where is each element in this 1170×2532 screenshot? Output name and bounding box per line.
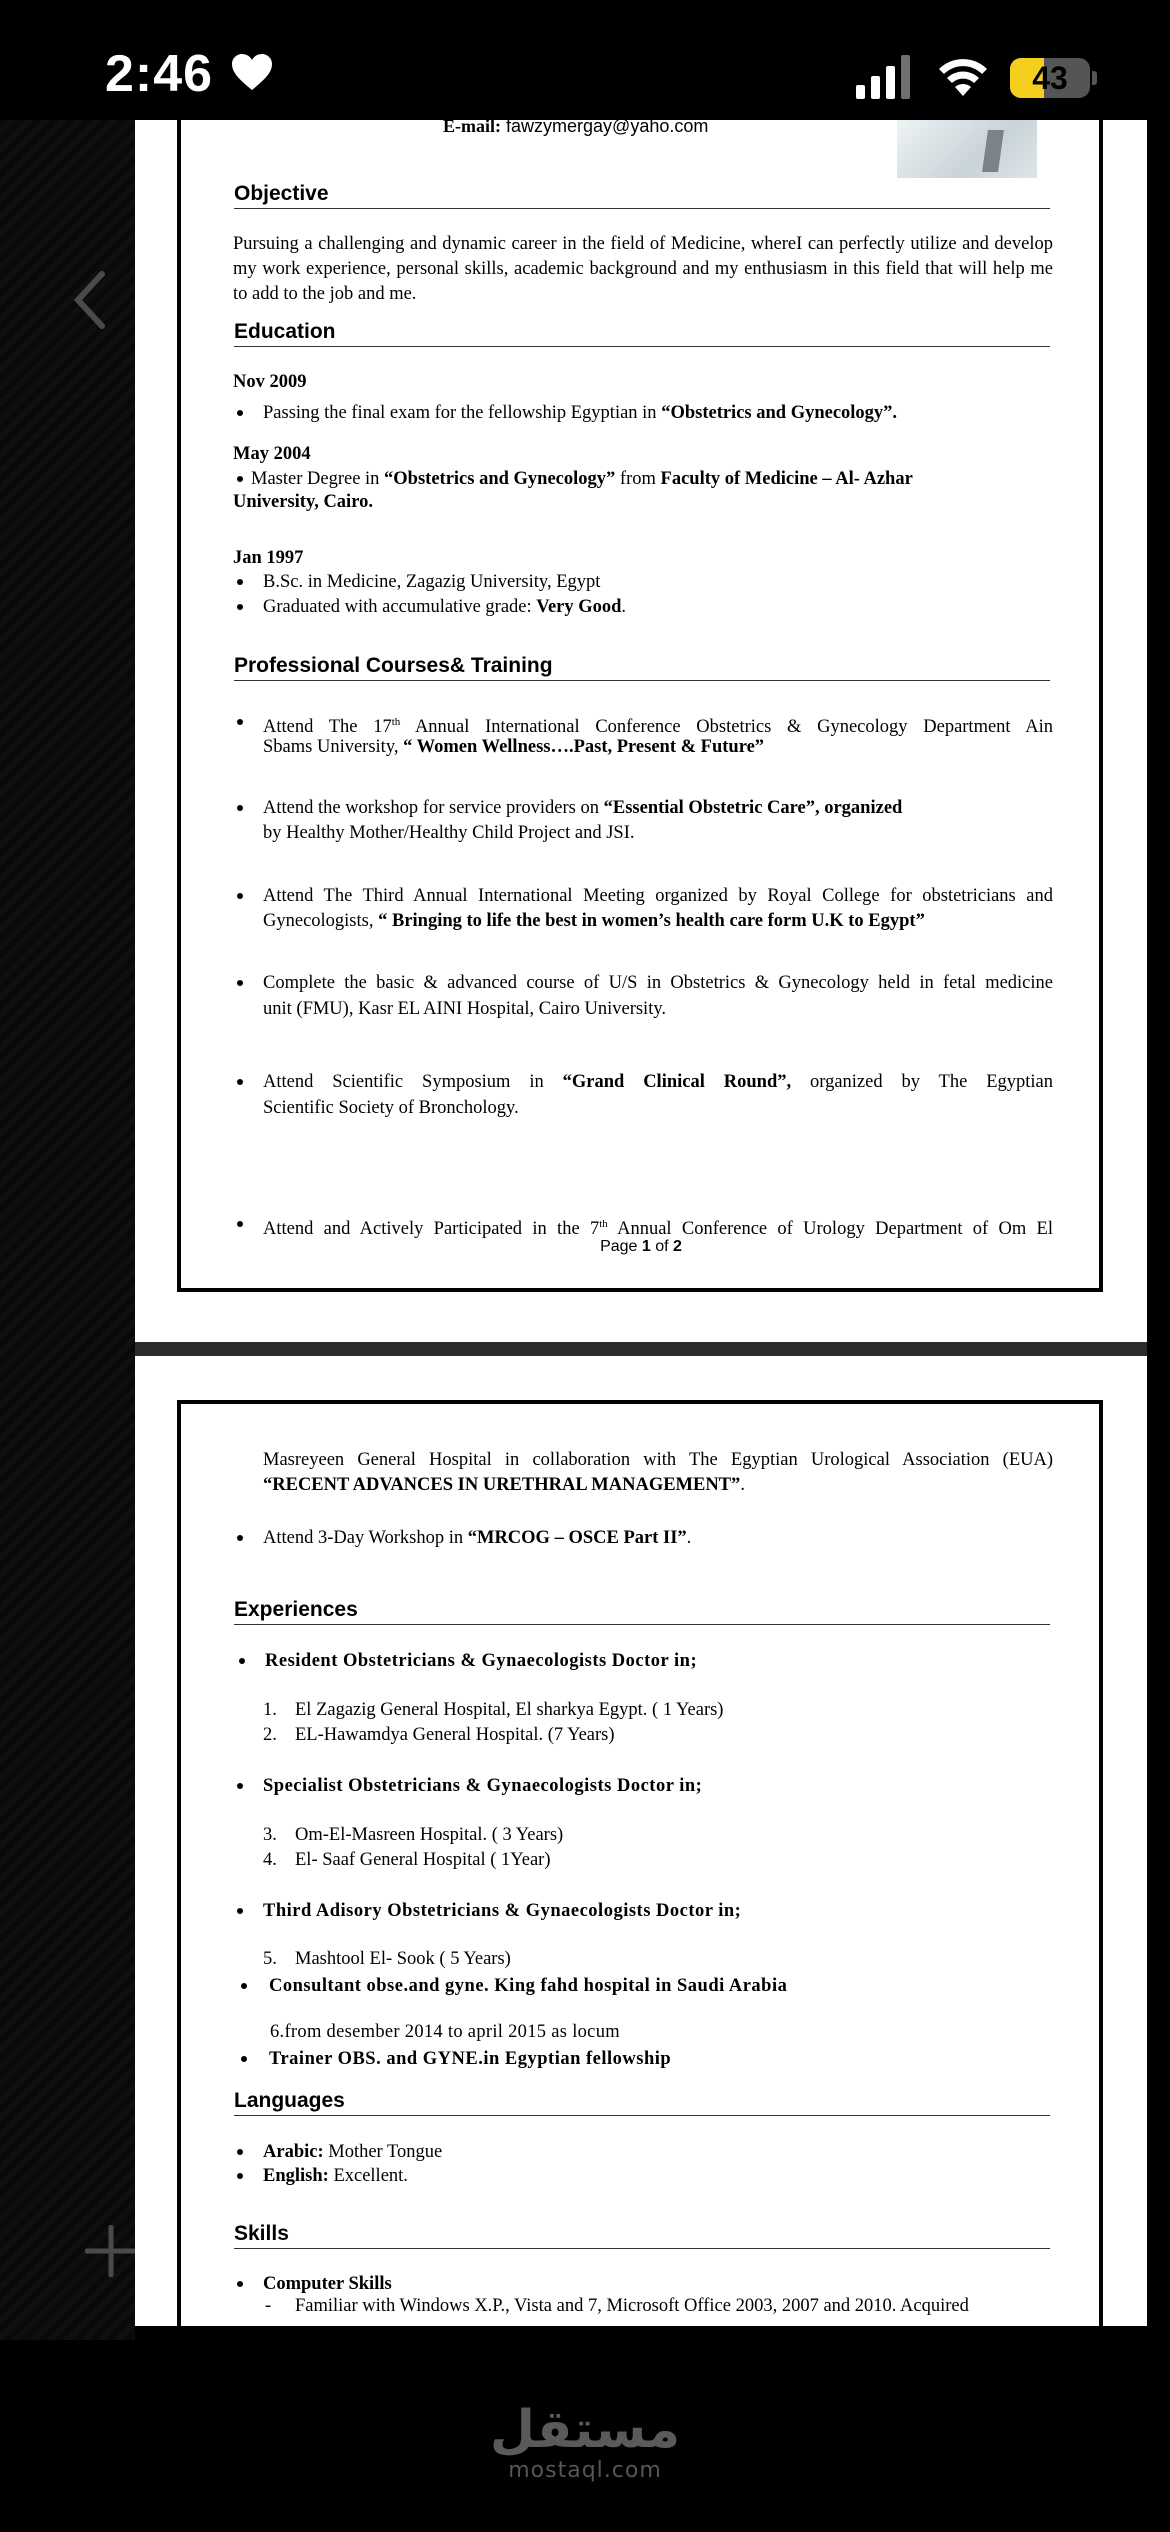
experiences-heading: Experiences bbox=[234, 1598, 1050, 1625]
edu-item-2-mid: from bbox=[615, 469, 661, 489]
exp-item-4: El- Saaf General Hospital ( 1Year) bbox=[295, 1850, 551, 1870]
course-1-a: Attend The 17 bbox=[263, 717, 392, 738]
document-page-1 bbox=[135, 116, 1147, 1342]
course-3-bold: “ Bringing to life the best in women’s health care form U.K to Egypt” bbox=[378, 911, 925, 931]
battery-percent: 43 bbox=[1032, 60, 1068, 96]
cellular-signal-icon bbox=[856, 55, 916, 99]
course-6-cont-line1: Masreyeen General Hospital in collaboration with The Egyptian Urological Association (EUA) bbox=[263, 1450, 1053, 1470]
course-2-a: Attend the workshop for service providers on bbox=[263, 798, 604, 818]
edu-item-1-text: Passing the final exam for the fellowship Egyptian in bbox=[263, 403, 662, 423]
course-5-a: Attend Scientific Symposium in bbox=[263, 1072, 563, 1092]
course-5-bold: “Grand Clinical Round”, bbox=[562, 1072, 792, 1092]
languages-heading: Languages bbox=[234, 2089, 1050, 2116]
course-7-bold: “MRCOG – OSCE Part II” bbox=[467, 1528, 687, 1548]
course-5-b: organized by The Egyptian bbox=[791, 1072, 1053, 1092]
page-separator bbox=[135, 1342, 1147, 1356]
objective-heading: Objective bbox=[234, 182, 1050, 209]
course-1-b: Annual International Conference Obstetrics & Gynecology Department Ain bbox=[400, 717, 1054, 738]
course-4-line1: Complete the basic & advanced course of U/S in Obstetrics & Gynecology held in fetal medicine bbox=[263, 973, 1053, 993]
status-bar bbox=[0, 0, 1170, 120]
exp-num-5: 5. bbox=[263, 1949, 277, 1969]
language-arabic-level: Mother Tongue bbox=[323, 2142, 443, 2162]
page-total: 2 bbox=[673, 1238, 682, 1255]
language-english-level: Excellent. bbox=[328, 2166, 408, 2186]
edu-item-3-text: B.Sc. in Medicine, Zagazig University, Egypt bbox=[263, 572, 601, 592]
plus-icon[interactable] bbox=[85, 2225, 137, 2277]
background-pattern bbox=[0, 120, 135, 2340]
edu-date-2: May 2004 bbox=[233, 444, 311, 464]
course-6-a: Attend and Actively Participated in the 7 bbox=[263, 1219, 600, 1240]
exp-role-4-text: Consultant obse.and gyne. King fahd hospital in Saudi Arabia bbox=[269, 1976, 788, 1996]
exp-num-1: 1. bbox=[263, 1700, 277, 1720]
edu-item-2-bold1: “Obstetrics and Gynecology” bbox=[384, 469, 616, 489]
document-page-2 bbox=[135, 1356, 1147, 2326]
page-current: 1 bbox=[641, 1238, 651, 1255]
exp-role-1-text: Resident Obstetricians & Gynaecologists Doctor in; bbox=[265, 1651, 698, 1671]
exp-num-3: 3. bbox=[263, 1825, 277, 1845]
email-label: E-mail: bbox=[443, 116, 501, 136]
edu-item-4-text: Graduated with accumulative grade: bbox=[263, 597, 537, 617]
objective-text: Pursuing a challenging and dynamic career in the field of Medicine, whereI can perfectly utilize and develop my work experience, personal skills, academic background and my enthusiasm in this field that will help me to add to the job and me. bbox=[233, 234, 1053, 304]
status-time: 2:46 bbox=[105, 45, 214, 103]
wifi-icon bbox=[937, 54, 989, 96]
exp-role-5-text: Trainer OBS. and GYNE.in Egyptian fellowship bbox=[269, 2049, 672, 2069]
exp-role-2-text: Specialist Obstetricians & Gynaecologists Doctor in; bbox=[263, 1776, 703, 1796]
course-7-a: Attend 3-Day Workshop in bbox=[263, 1528, 468, 1548]
language-english-label: English: bbox=[263, 2166, 329, 2186]
edu-item-2-line2: University, Cairo. bbox=[233, 492, 373, 512]
mostaql-logo-latin: mostaql.com bbox=[508, 2458, 662, 2483]
exp-num-4: 4. bbox=[263, 1850, 277, 1870]
profile-photo bbox=[897, 120, 1037, 178]
course-1-line2: Sbams University, bbox=[263, 737, 404, 757]
course-2-bold: “Essential Obstetric Care”, organized bbox=[603, 798, 903, 818]
email-line bbox=[443, 116, 708, 137]
course-6-cont-end: . bbox=[740, 1475, 745, 1495]
skill-computer-detail: Familiar with Windows X.P., Vista and 7, Microsoft Office 2003, 2007 and 2010. Acquired bbox=[295, 2296, 969, 2316]
education-heading: Education bbox=[234, 320, 1050, 347]
exp-item-6: 6.from desember 2014 to april 2015 as locum bbox=[270, 2022, 620, 2042]
email-address: fawzymergay@yaho.com bbox=[506, 116, 709, 136]
exp-role-3-text: Third Adisory Obstetricians & Gynaecologists Doctor in; bbox=[263, 1901, 742, 1921]
exp-item-2: EL-Hawamdya General Hospital. (7 Years) bbox=[295, 1725, 615, 1745]
edu-item-4-end: . bbox=[621, 597, 627, 617]
exp-item-5: Mashtool El- Sook ( 5 Years) bbox=[295, 1949, 511, 1969]
page-number bbox=[135, 1238, 1147, 1256]
exp-num-2: 2. bbox=[263, 1725, 277, 1745]
skill-dash: - bbox=[265, 2296, 272, 2316]
heart-icon bbox=[230, 52, 274, 92]
course-7-end: . bbox=[686, 1528, 692, 1548]
course-4-line2: unit (FMU), Kasr EL AINI Hospital, Cairo University. bbox=[263, 999, 667, 1019]
course-5-line2: Scientific Society of Bronchology. bbox=[263, 1098, 519, 1118]
course-6-b: Annual Conference of Urology Department of Om El bbox=[607, 1219, 1053, 1240]
exp-item-3: Om-El-Masreen Hospital. ( 3 Years) bbox=[295, 1825, 564, 1845]
page-label: Page bbox=[600, 1238, 642, 1255]
course-1-sup: th bbox=[391, 716, 401, 728]
language-arabic-label: Arabic: bbox=[263, 2142, 324, 2162]
exp-item-1: El Zagazig General Hospital, El sharkya Egypt. ( 1 Years) bbox=[295, 1700, 724, 1720]
mostaql-logo-arabic: مستقل bbox=[489, 2400, 681, 2460]
course-6-cont-bold: “RECENT ADVANCES IN URETHRAL MANAGEMENT” bbox=[263, 1475, 741, 1495]
edu-date-1: Nov 2009 bbox=[233, 372, 307, 392]
edu-item-2-bold2: Faculty of Medicine – Al- Azhar bbox=[660, 469, 913, 489]
course-6-sup: th bbox=[599, 1218, 608, 1230]
course-2-line2: by Healthy Mother/Healthy Child Project and JSI. bbox=[263, 823, 635, 843]
course-3-line1: Attend The Third Annual International Meeting organized by Royal College for obstetricians and bbox=[263, 886, 1053, 906]
edu-item-1-bold: “Obstetrics and Gynecology”. bbox=[661, 403, 898, 423]
courses-heading: Professional Courses& Training bbox=[234, 654, 1050, 681]
course-3-line2: Gynecologists, bbox=[263, 911, 379, 931]
skill-computer-label: Computer Skills bbox=[263, 2274, 392, 2294]
edu-item-4-bold: Very Good bbox=[536, 597, 622, 617]
edu-item-2-text: Master Degree in bbox=[251, 469, 385, 489]
course-1-bold: “ Women Wellness….Past, Present & Future” bbox=[403, 737, 765, 757]
edu-date-3: Jan 1997 bbox=[233, 548, 304, 568]
back-chevron-icon[interactable] bbox=[70, 270, 110, 330]
page-of: of bbox=[650, 1238, 674, 1255]
battery-tip bbox=[1092, 71, 1097, 85]
skills-heading: Skills bbox=[234, 2222, 1050, 2249]
battery-indicator bbox=[1010, 58, 1090, 98]
